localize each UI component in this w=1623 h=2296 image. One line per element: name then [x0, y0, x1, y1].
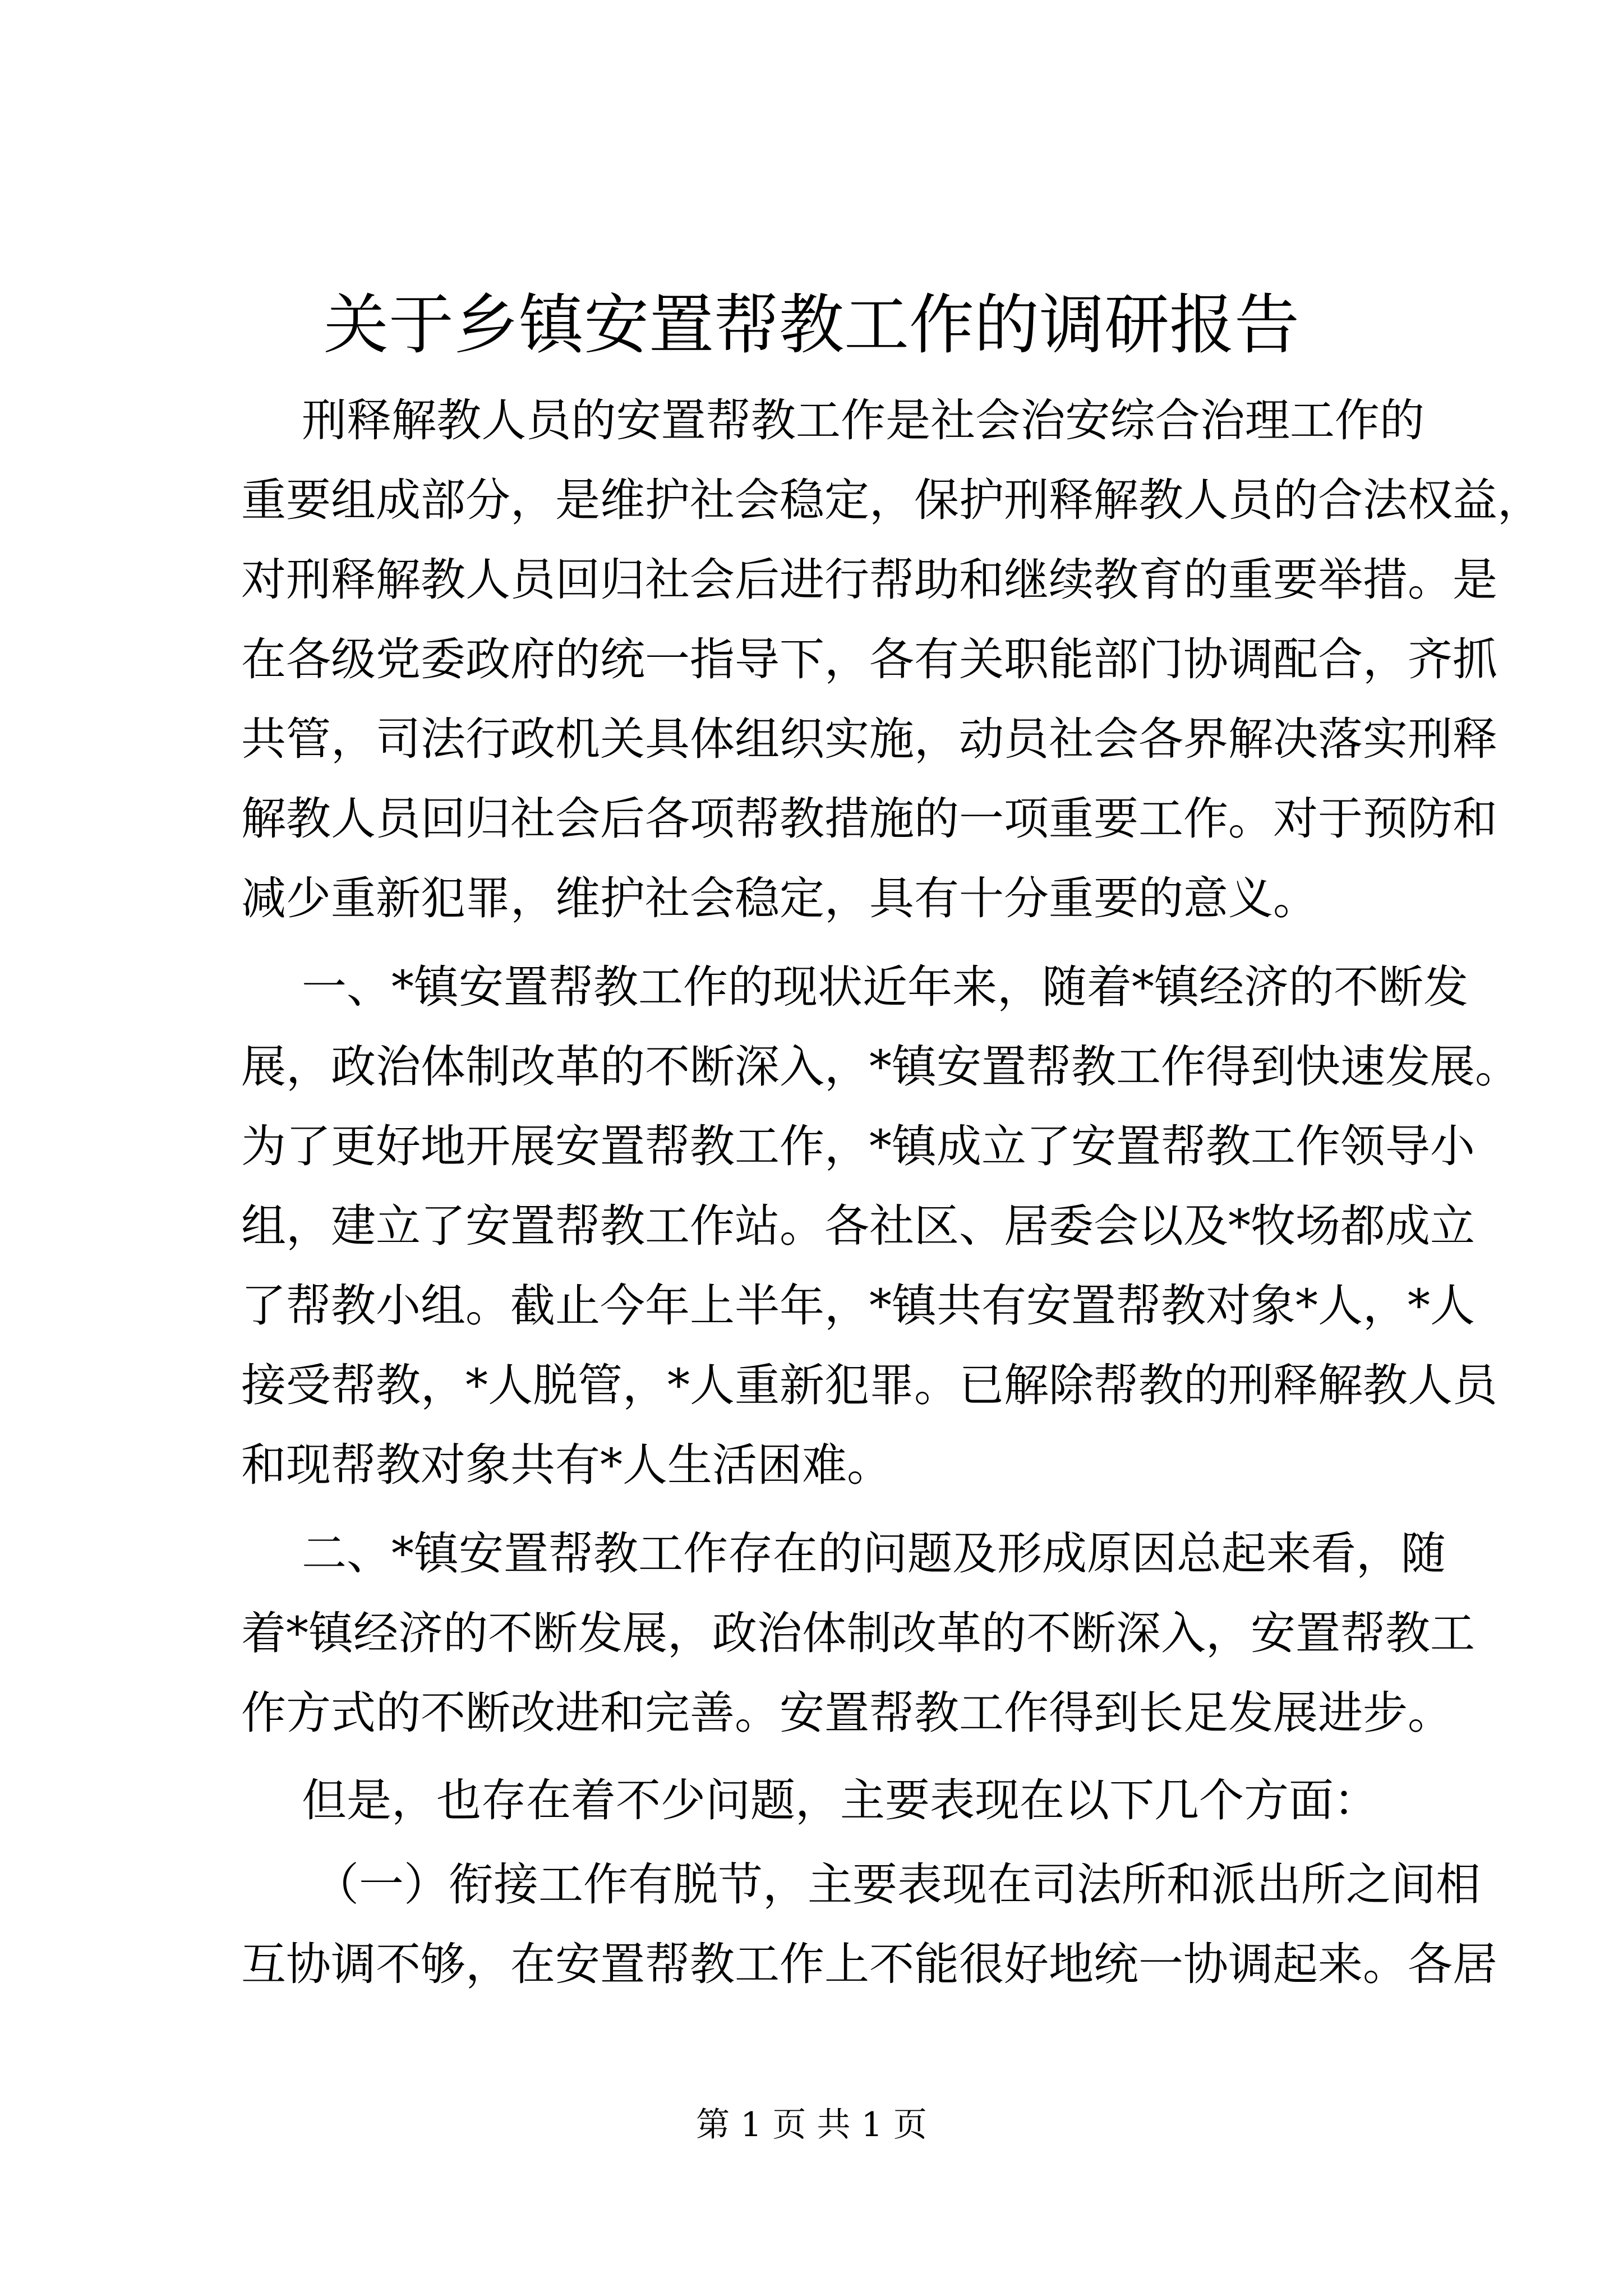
body-line: 在各级党委政府的统一指导下，各有关职能部门协调配合，齐抓 — [241, 633, 1497, 685]
body-line: 组，建立了安置帮教工作站。各社区、居委会以及*牧场都成立 — [241, 1200, 1475, 1252]
body-line: 展，政治体制改革的不断深入，*镇安置帮教工作得到快速发展。 — [241, 1041, 1520, 1093]
body-line: 重要组成部分，是维护社会稳定，保护刑释解教人员的合法权益， — [241, 474, 1542, 526]
body-line: 作方式的不断改进和完善。安置帮教工作得到长足发展进步。 — [241, 1687, 1453, 1739]
body-line: 解教人员回归社会后各项帮教措施的一项重要工作。对于预防和 — [241, 793, 1497, 845]
body-line: 为了更好地开展安置帮教工作，*镇成立了安置帮教工作领导小 — [241, 1120, 1475, 1172]
body-line: （一）衔接工作有脱节，主要表现在司法所和派出所之间相 — [314, 1858, 1481, 1911]
page-footer: 第 1 页 共 1 页 — [696, 2105, 927, 2145]
body-line: 和现帮教对象共有*人生活困难。 — [241, 1439, 892, 1491]
body-line: 二、*镇安置帮教工作存在的问题及形成原因总起来看，随 — [302, 1527, 1446, 1580]
body-line: 一、*镇安置帮教工作的现状近年来，随着*镇经济的不断发 — [302, 961, 1468, 1013]
document-title: 关于乡镇安置帮教工作的调研报告 — [324, 287, 1299, 363]
body-line: 刑释解教人员的安置帮教工作是社会治安综合治理工作的 — [302, 394, 1424, 447]
body-line: 接受帮教，*人脱管，*人重新犯罪。已解除帮教的刑释解教人员 — [241, 1359, 1497, 1411]
body-line: 对刑释解教人员回归社会后进行帮助和继续教育的重要举措。是 — [241, 554, 1497, 606]
body-line: 互协调不够，在安置帮教工作上不能很好地统一协调起来。各居 — [241, 1938, 1497, 1990]
body-line: 减少重新犯罪，维护社会稳定，具有十分重要的意义。 — [241, 872, 1318, 924]
body-line: 共管，司法行政机关具体组织实施，动员社会各界解决落实刑释 — [241, 713, 1497, 765]
body-line: 着*镇经济的不断发展，政治体制改革的不断深入，安置帮教工 — [241, 1607, 1475, 1659]
body-line: 了帮教小组。截止今年上半年，*镇共有安置帮教对象*人，*人 — [241, 1280, 1475, 1332]
body-line: 但是，也存在着不少问题，主要表现在以下几个方面： — [302, 1774, 1378, 1826]
